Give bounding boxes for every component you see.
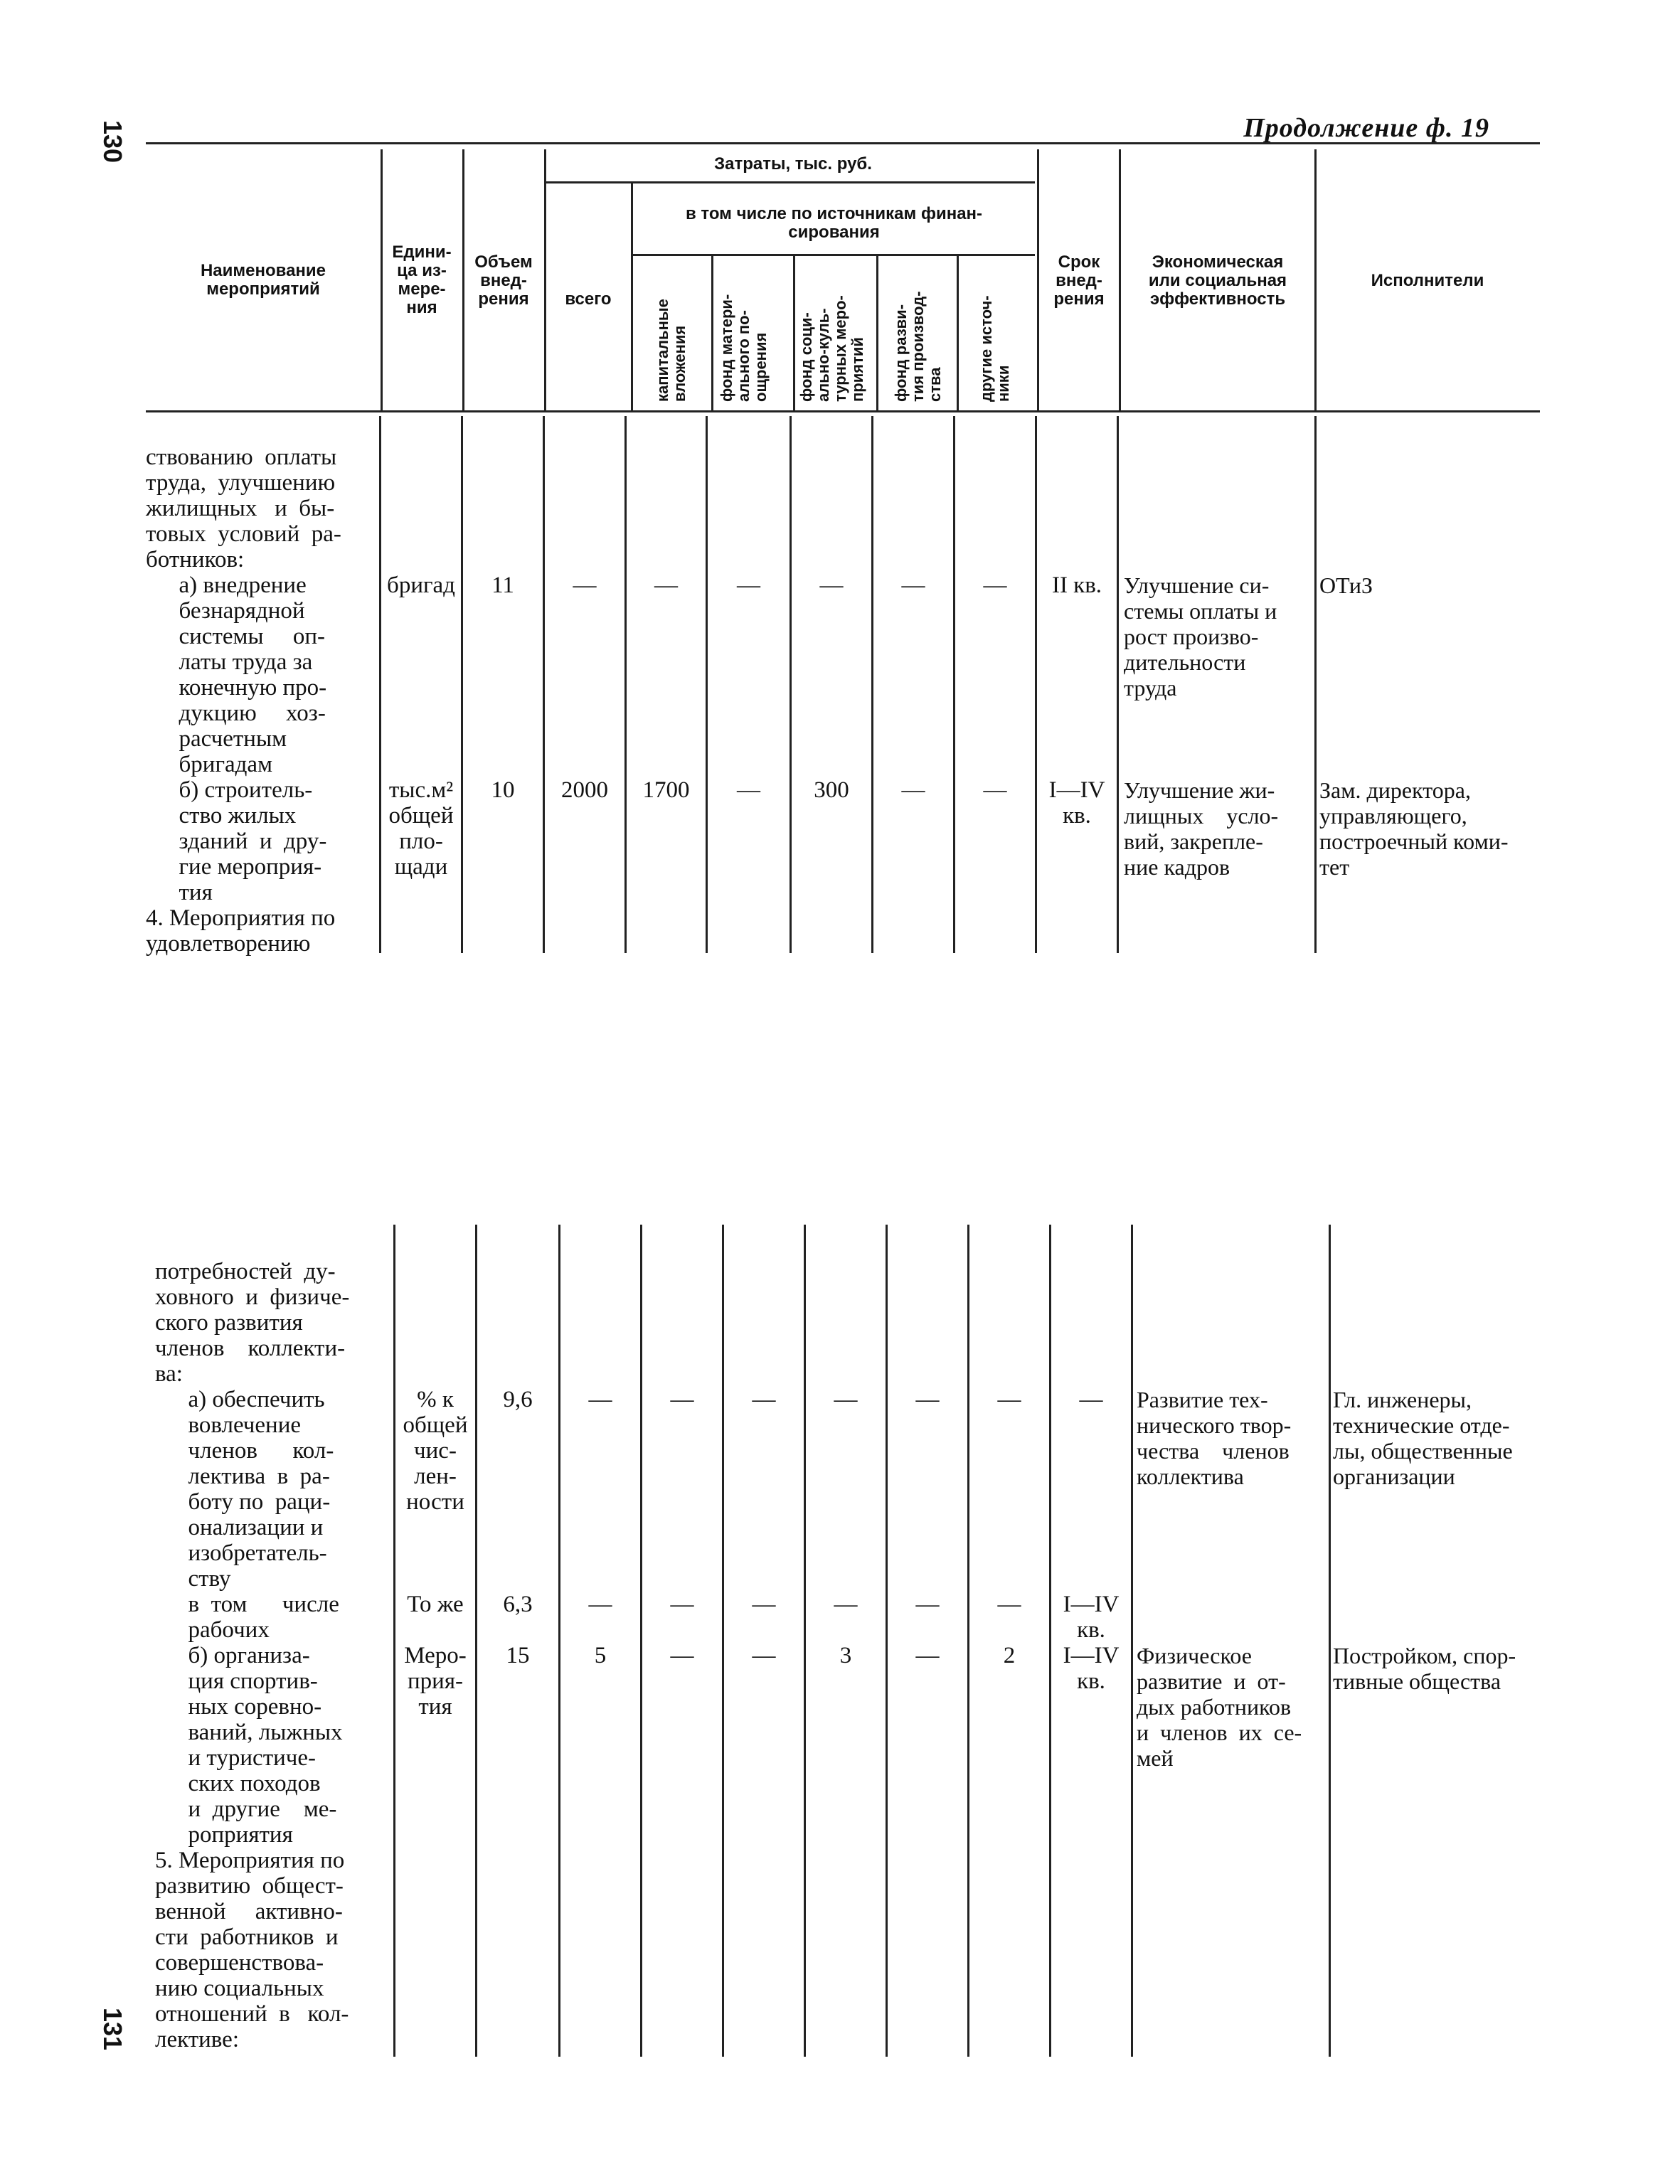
name-line: 5. Мероприятия по — [155, 1848, 345, 1873]
other-cell: — — [997, 1592, 1021, 1617]
effect-cell: Улучшение жи- лищных усло- вий, закрепле- ние кадров — [1124, 777, 1279, 880]
name-line: системы оп- — [167, 624, 325, 649]
header-name: Наименование мероприятий — [200, 261, 326, 299]
name-line: безнарядной — [167, 598, 305, 624]
header-other: другие источ- ники — [977, 295, 1012, 402]
name-line: ция спортив- — [176, 1668, 318, 1694]
development-cell: — — [901, 777, 925, 803]
name-line: вовлечение — [176, 1412, 302, 1438]
name-line: онализации и — [176, 1515, 324, 1540]
term-cell: I—IV кв. — [1063, 1643, 1120, 1694]
social-cell: — — [819, 572, 844, 598]
header-social: фонд соци- ально-куль- турных меро- приятий — [797, 295, 866, 402]
name-line: совершенствова- — [155, 1950, 324, 1976]
name-line: расчетным — [167, 726, 287, 752]
header-incentive: фонд матери- ального по- ощрения — [718, 294, 770, 402]
name-line: товых условий ра- — [146, 521, 341, 547]
unit-cell: % к общей чис- лен- ности — [403, 1387, 468, 1515]
total-cell: 5 — [594, 1643, 607, 1668]
development-cell: — — [915, 1387, 940, 1412]
name-line: отношений в кол- — [155, 2001, 349, 2027]
volume-cell: 6,3 — [503, 1592, 533, 1617]
name-line: членов кол- — [176, 1438, 334, 1464]
continuation-label: Продолжение ф. 19 — [1243, 113, 1489, 143]
term-cell: II кв. — [1051, 572, 1102, 598]
total-cell: 2000 — [561, 777, 608, 803]
social-cell: — — [834, 1387, 858, 1412]
term-cell: I—IV кв. — [1048, 777, 1105, 829]
header-total: всего — [565, 289, 612, 309]
name-line: латы труда за — [167, 649, 313, 675]
name-line: удовлетворению — [146, 931, 311, 957]
volume-cell: 10 — [491, 777, 515, 803]
incentive-cell: — — [752, 1387, 776, 1412]
name-line: ствованию оплаты — [146, 444, 337, 470]
development-cell: — — [915, 1643, 940, 1668]
name-line: боту по раци- — [176, 1489, 331, 1515]
volume-cell: 15 — [506, 1643, 530, 1668]
header-unit: Едини- ца из- мере- ния — [392, 243, 452, 317]
unit-cell: бригад — [387, 572, 455, 598]
name-line: нию социальных — [155, 1976, 324, 2001]
header-capital: капитальные вложения — [654, 299, 689, 402]
effect-cell: Физическое развитие и от- дых работников и членов их се- мей — [1137, 1643, 1302, 1771]
header-term: Срок внед- рения — [1053, 252, 1105, 309]
total-cell: — — [573, 572, 597, 598]
header-sources: в том числе по источникам финан- сирования — [685, 204, 983, 242]
unit-cell: тыс.м² общей пло- щади — [388, 777, 454, 880]
name-line: изобретатель- — [176, 1540, 327, 1566]
name-line: лектива в ра- — [176, 1464, 330, 1489]
name-line: бригадам — [167, 752, 272, 777]
term-cell: I—IV кв. — [1063, 1592, 1120, 1643]
other-cell: — — [983, 777, 1007, 803]
name-line: конечную про- — [167, 675, 327, 701]
name-line: б) организа- — [176, 1643, 310, 1668]
name-line: венной активно- — [155, 1899, 343, 1924]
header-volume: Объем внед- рения — [474, 252, 533, 309]
social-cell: 300 — [814, 777, 849, 803]
total-cell: — — [588, 1592, 612, 1617]
term-cell: — — [1079, 1387, 1103, 1412]
other-cell: — — [983, 572, 1007, 598]
effect-cell: Развитие тех- нического твор- чества членов коллектива — [1137, 1387, 1292, 1489]
capital-cell: 1700 — [642, 777, 690, 803]
incentive-cell: — — [752, 1592, 776, 1617]
effect-cell: Улучшение си- стемы оплаты и рост произво- дительности труда — [1124, 572, 1277, 701]
header-costs: Затраты, тыс. руб. — [714, 154, 872, 174]
social-cell: — — [834, 1592, 858, 1617]
name-line: ных соревно- — [176, 1694, 322, 1720]
social-cell: 3 — [839, 1643, 852, 1668]
page-number-left: 130 — [98, 119, 128, 164]
incentive-cell: — — [737, 777, 760, 803]
name-line: а) обеспечить — [176, 1387, 325, 1412]
name-line: ских походов — [176, 1771, 321, 1796]
header-executors: Исполнители — [1371, 271, 1484, 290]
name-line: ваний, лыжных — [176, 1720, 343, 1745]
name-line: ботников: — [146, 547, 245, 572]
development-cell: — — [901, 572, 925, 598]
name-line: жилищных и бы- — [146, 496, 335, 521]
executors-cell: Зам. директора, управляющего, построечный коми- тет — [1319, 777, 1509, 880]
volume-cell: 9,6 — [503, 1387, 533, 1412]
total-cell: — — [588, 1387, 612, 1412]
name-line: 4. Мероприятия по — [146, 905, 336, 931]
name-line: б) строитель- — [167, 777, 313, 803]
name-line: в том числе — [176, 1592, 339, 1617]
name-line: гие мероприя- — [167, 854, 322, 880]
name-line: ству — [176, 1566, 231, 1592]
name-line: а) внедрение — [167, 572, 307, 598]
name-line: ва: — [155, 1361, 183, 1387]
name-line: развитию общест- — [155, 1873, 344, 1899]
name-line: ховного и физиче- — [155, 1284, 350, 1310]
name-line: дукцию хоз- — [167, 701, 326, 726]
header-effect: Экономическая или социальная эффективность — [1148, 252, 1287, 309]
unit-cell: Меро- прия- тия — [404, 1643, 467, 1720]
other-cell: 2 — [1003, 1643, 1016, 1668]
incentive-cell: — — [752, 1643, 776, 1668]
name-line: и другие ме- — [176, 1796, 337, 1822]
name-line: труда, улучшению — [146, 470, 336, 496]
name-line: ство жилых — [167, 803, 297, 829]
name-line: ского развития — [155, 1310, 303, 1336]
name-line: лективе: — [155, 2027, 239, 2052]
executors-cell: Гл. инженеры, технические отде- лы, общественные организации — [1333, 1387, 1513, 1489]
capital-cell: — — [670, 1643, 694, 1668]
name-line: зданий и дру- — [167, 829, 327, 854]
name-line: потребностей ду- — [155, 1259, 336, 1284]
name-line: тия — [167, 880, 213, 905]
capital-cell: — — [654, 572, 678, 598]
name-line: рабочих — [176, 1617, 270, 1643]
capital-cell: — — [670, 1387, 694, 1412]
name-line: членов коллекти- — [155, 1336, 346, 1361]
unit-cell: То же — [407, 1592, 464, 1617]
volume-cell: 11 — [491, 572, 514, 598]
name-line: и туристиче- — [176, 1745, 317, 1771]
development-cell: — — [915, 1592, 940, 1617]
name-line: роприятия — [176, 1822, 293, 1848]
incentive-cell: — — [737, 572, 760, 598]
other-cell: — — [997, 1387, 1021, 1412]
executors-cell: ОТиЗ — [1319, 572, 1373, 598]
header-development: фонд разви- тия производ- ства — [892, 291, 944, 402]
name-line: сти работников и — [155, 1924, 339, 1950]
page-number-right: 131 — [98, 2007, 128, 2051]
capital-cell: — — [670, 1592, 694, 1617]
executors-cell: Постройком, спор- тивные общества — [1333, 1643, 1516, 1694]
